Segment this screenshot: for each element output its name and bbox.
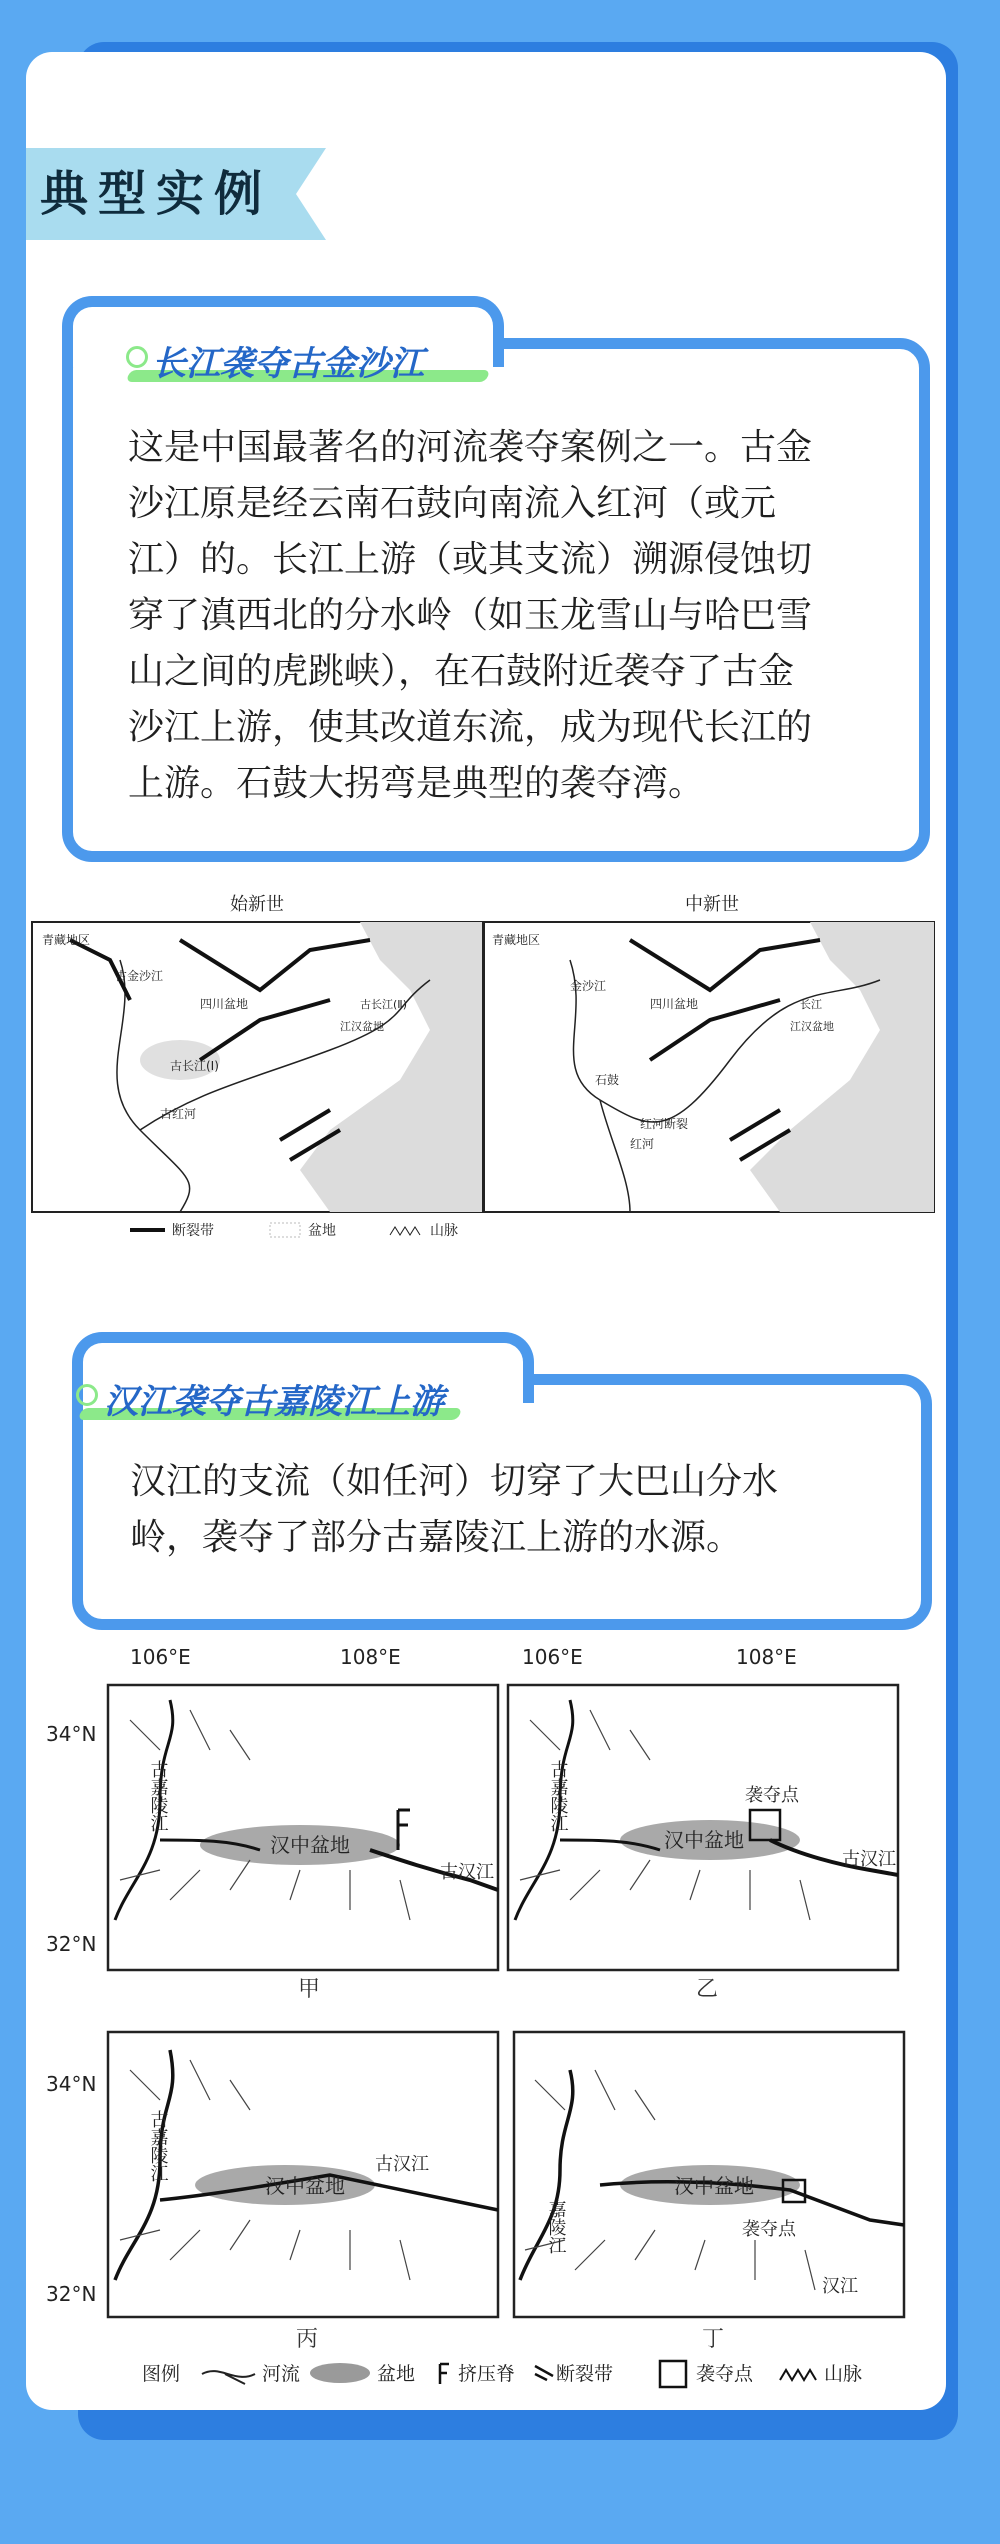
map2-river2-label: 汉江 [822,2276,858,2297]
map1-left-label: 古红河 [160,1107,197,1121]
map2-axis-label: 32°N [46,2282,97,2306]
map2-river2-label: 古汉江 [440,1862,494,1883]
map2-legend-title: 图例 [142,2363,181,2385]
map2-legend [142,2361,862,2387]
map2-panel-d [514,2032,904,2352]
map2-legend-label: 挤压脊 [458,2363,516,2385]
map2-river-label: 古嘉陵江 [547,1760,569,1832]
map2-axis-label: 32°N [46,1932,97,1956]
map1-right-title: 中新世 [685,894,739,915]
map1-left-title: 始新世 [230,894,284,915]
case2-text: 汉江的支流（如任河）切穿了大巴山分水 岭，袭夺了部分古嘉陵江上游的水源。 [130,1461,779,1558]
map2-river-label: 嘉陵江 [545,2200,567,2254]
map2-legend-label: 断裂带 [556,2363,614,2385]
hanjiang-capture-map [30,1640,930,2410]
map2-caption: 丙 [296,2327,319,2352]
map2-axis-label: 108°E [736,1645,797,1669]
yangtze-capture-map [30,880,958,1248]
map2-capture-label: 袭夺点 [742,2219,796,2240]
map1-left-label: 四川盆地 [200,997,249,1011]
map2-panel-b [508,1685,898,2002]
map2-river-label: 古嘉陵江 [147,2110,169,2182]
map1-right-label: 四川盆地 [650,997,699,1011]
map1-right-label: 长江 [800,998,822,1011]
map1-legend [130,1222,458,1239]
case1-swirl-icon [126,346,148,368]
map2-axis-label: 34°N [46,2072,97,2096]
map1-right-label: 石鼓 [595,1073,620,1087]
map1-right-label: 金沙江 [570,979,607,993]
map2-river2-label: 古汉江 [375,2154,429,2175]
map2-basin-label: 汉中盆地 [664,1828,744,1852]
map1-left-label: 古长江(Ⅰ) [170,1059,219,1073]
map1-right-label: 红河断裂 [640,1117,689,1131]
map1-right-label: 青藏地区 [492,933,541,947]
map2-axis-label: 34°N [46,1722,97,1746]
section-title: 典型实例 [40,166,273,222]
map1-right-label: 红河 [630,1137,655,1151]
map1-left-panel [32,922,482,1212]
map1-legend-label: 断裂带 [172,1223,214,1239]
map2-legend-label: 河流 [262,2363,301,2385]
map2-river-label: 古嘉陵江 [147,1760,169,1832]
case1-title: 长江袭夺古金沙江 [152,344,424,384]
map2-caption: 乙 [696,1977,719,2002]
map1-legend-label: 山脉 [430,1223,458,1239]
map2-river2-label: 古汉江 [842,1849,896,1870]
map2-basin-label: 汉中盆地 [674,2174,754,2198]
map2-caption: 丁 [702,2327,725,2352]
map2-basin-label: 汉中盆地 [265,2174,345,2198]
map2-axis-label: 108°E [340,1645,401,1669]
map1-right-label: 江汉盆地 [790,1020,834,1033]
map2-axis-label: 106°E [130,1645,191,1669]
map1-left-label: 古金沙江 [115,969,164,983]
map2-caption: 甲 [298,1977,321,2002]
map2-legend-label: 袭夺点 [696,2363,754,2385]
map1-right-panel [484,922,934,1212]
map1-legend-label: 盆地 [308,1223,336,1239]
case1-text: 这是中国最著名的河流袭夺案例之一。古金 沙江原是经云南石鼓向南流入红河（或元 江）的。长江上游（或其支流）溯源侵蚀切 穿了滇西北的分水岭（如玉龙雪山与哈巴雪 山之间的虎跳峡），在石鼓附近袭夺了古金 沙江上游，使其改道东流，成为现代长江的 上游。石鼓大拐弯是典型的袭夺湾。 [128,427,813,804]
map2-panel-c [108,2032,498,2352]
case2-swirl-icon [76,1384,98,1406]
map2-panel-a [108,1685,498,2002]
map1-left-label: 江汉盆地 [340,1020,384,1033]
map2-axis-label: 106°E [522,1645,583,1669]
case2-title: 汉江袭夺古嘉陵江上游 [104,1382,444,1422]
map1-left-label: 青藏地区 [42,933,91,947]
map1-left-label: 古长江(Ⅱ) [360,998,407,1011]
map2-legend-label: 盆地 [377,2363,416,2385]
map2-legend-label: 山脉 [824,2363,863,2385]
map2-basin-label: 汉中盆地 [270,1833,350,1857]
map2-capture-label: 袭夺点 [745,1785,799,1806]
